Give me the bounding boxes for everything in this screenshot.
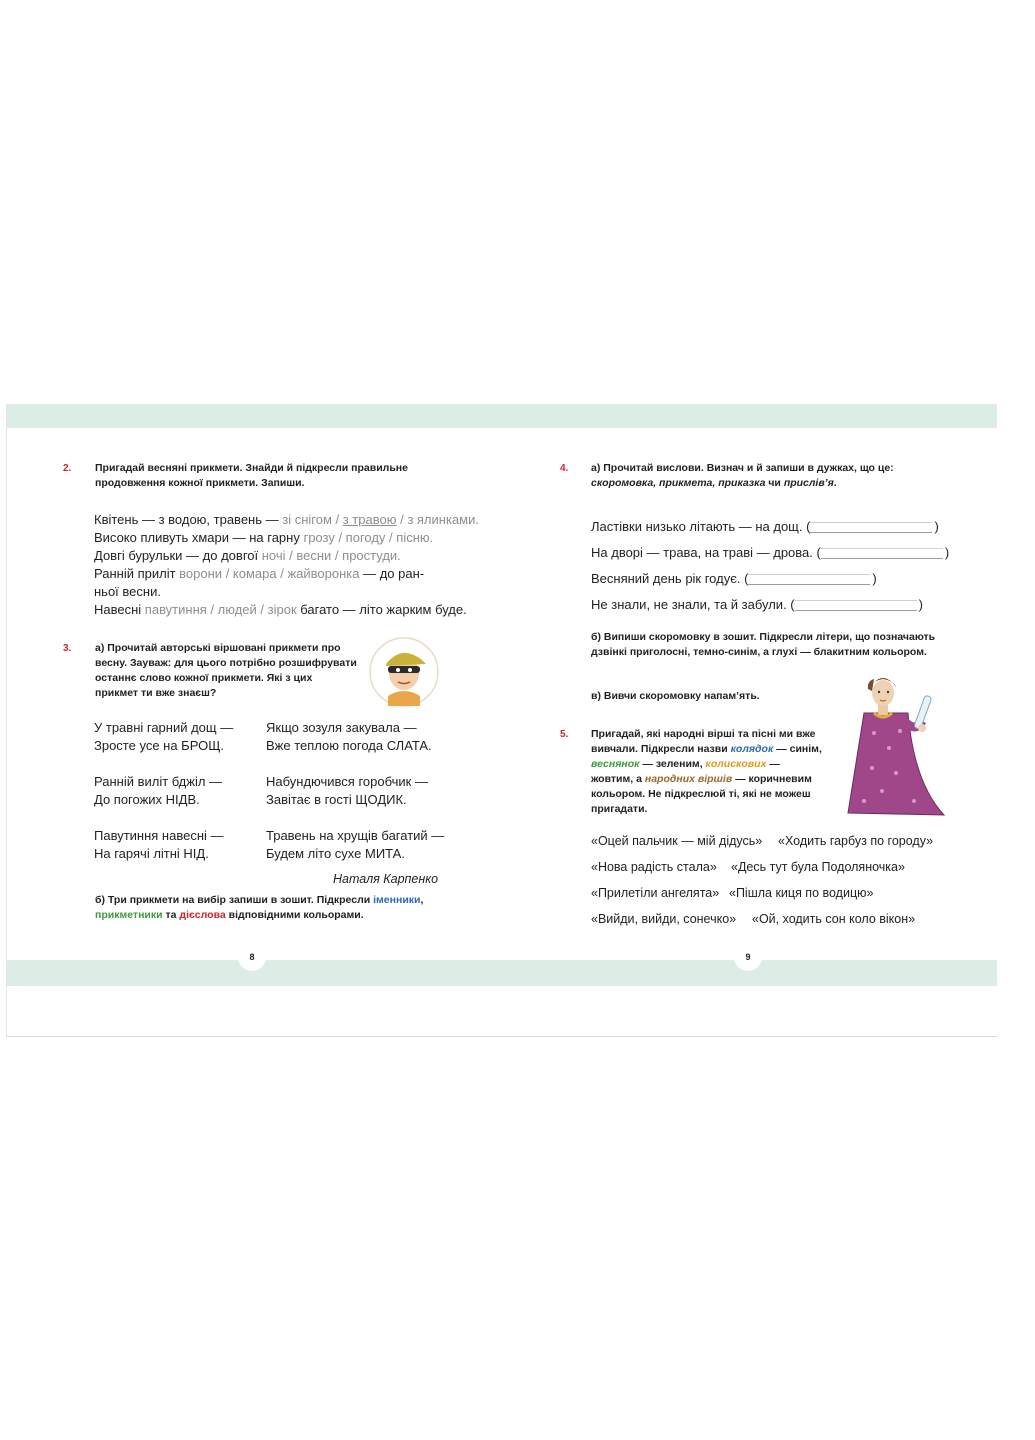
word-narodni-virshi: народних віршів [644,773,733,785]
task2-line: Квітень — з водою, травень — зі снігом / з травою / з ялинками. [94,512,479,527]
close-paren: ) [944,545,950,560]
saying-text: На дворі — трава, на траві — дрова. ( [591,545,821,560]
poem-line: Вже теплою погода СЛАТА. [266,738,432,753]
answer-field[interactable] [748,574,870,585]
close-paren: ) [872,571,877,586]
task2-option[interactable]: зі снігом [282,512,332,527]
poem-line: Завітає в гості ЩОДИК. [266,792,407,807]
saying-line [591,518,939,536]
task2-option[interactable]: ночі [261,548,286,563]
poem-line: Ранній виліт бджіл — [94,774,223,789]
poem-line: Будем літо сухе МИТА. [266,846,405,861]
poem-line: У травні гарний дощ — [94,720,234,735]
task2-option[interactable]: простуди. [342,548,401,563]
task2-line [94,583,161,601]
task4-instruction-b: б) Випиши скоромовку в зошит. Підкресли літери, що позначають дзвінкі приголосні, темно-синім, а глухі — блакитним кольором. [591,631,936,658]
word-nouns: іменники [373,894,421,906]
task2-option[interactable]: комара [232,566,277,581]
task2-option[interactable]: зірок [267,602,297,617]
task5-instruction: Пригадай, які народні вірші та пісні ми вже вивчали. Підкресли назви колядок — синім, веснянок — зеленим, колискових — жовтим, а народних віршів — коричневим кольором. Не підкреслюй ті, які не можеш пригадати. [591,728,822,815]
saying-text: Весняний день рік годує. ( [591,571,749,586]
poem [266,773,428,809]
task2-line-lead: ньої весни. [94,584,161,599]
task2-option[interactable]: жайворонка [287,566,360,581]
task2-option[interactable]: павутиння [144,602,207,617]
poem [266,719,432,755]
poem [94,827,224,863]
song-title[interactable]: «Пішла киця по водицю» [729,886,874,900]
song-title[interactable]: «Ой, ходить сон коло вікон» [752,912,916,926]
task4-number: 4. [560,463,569,474]
song-title[interactable]: «Десь тут була Подоляночка» [731,860,905,874]
task2-number: 2. [63,463,72,474]
word-verbs: дієслова [179,909,226,921]
poem [94,719,233,755]
task2-option[interactable]: ворони [179,566,223,581]
word-adjectives: прикметники [95,909,163,921]
task2-line-tail: багато — літо жарким буде. [296,602,467,617]
saying-line [591,570,877,588]
answer-field[interactable] [810,522,932,533]
poem-line: Зросте усе на БРОЩ. [94,738,225,753]
saying-text: Не знали, не знали, та й забули. ( [591,597,795,612]
task2-line: Ранній приліт ворони / комара / жайворонка — до ран- [94,566,425,581]
answer-field[interactable] [821,548,943,559]
task2-line: Довгі бурульки — до довгої ночі / весни / простуди. [94,548,401,563]
task3-instruction-b: б) Три прикмети на вибір запиши в зошит. Підкресли іменники, прикметники та дієслова відповідними кольорами. [95,894,424,921]
page-number-right: 9 [734,943,762,971]
task2-line: Навесні павутиння / людей / зірок багато — літо жарким буде. [94,602,467,617]
song-title[interactable]: «Ходить гарбуз по городу» [778,834,934,848]
poem-line: Павутиння навесні — [94,828,224,843]
task3-number: 3. [63,643,72,654]
song-title[interactable]: «Прилетіли ангелята» [591,886,720,900]
bottom-band [7,960,997,986]
song-title[interactable]: «Вийди, вийди, сонечко» [591,912,737,926]
task2-option[interactable]: погоду [345,530,386,545]
task2-option[interactable]: пісню. [396,530,434,545]
saying-text: Ластівки низько літають — на дощ. ( [591,519,811,534]
saying-line [591,596,923,614]
close-paren: ) [934,519,939,534]
poem-line: До погожих НІДВ. [94,792,200,807]
task2-line-lead: Високо пливуть хмари — на гарну [94,530,304,545]
poem-line: Травень на хрущів багатий — [266,828,445,843]
task2-line-lead: Ранній приліт [94,566,180,581]
task2-option[interactable]: грозу [303,530,335,545]
task2-option[interactable]: з травою [342,512,397,527]
poem-line: Набундючився горобчик — [266,774,428,789]
poem [94,773,222,809]
poem-line: Якщо зозуля закувала — [266,720,417,735]
word-kolyskovi: колискових [705,758,767,770]
top-band [7,404,997,428]
task2-option[interactable]: весни [296,548,332,563]
close-paren: ) [918,597,923,612]
task2-line: Високо пливуть хмари — на гарну грозу / погоду / пісню. [94,530,434,545]
task2-option[interactable]: з ялинками. [407,512,479,527]
task2-instruction: Пригадай весняні прикмети. Знайди й підкресли правильне продовження кожної прикмети. Запиши. [95,462,408,489]
song-title[interactable]: «Нова радість стала» [591,860,717,874]
task4-instruction-c: в) Вивчи скоромовку напам’ять. [591,690,760,702]
task2-line-lead: Квітень — з водою, травень — [94,512,283,527]
saying-line [591,544,949,562]
word-koliadky: колядок [730,743,774,755]
boy-illustration [368,636,440,708]
song-title[interactable]: «Оцей пальчик — мій дідусь» [591,834,763,848]
teacher-illustration [834,673,954,818]
answer-field[interactable] [795,600,917,611]
task3-author: Наталя Карпенко [333,872,439,886]
task3-instruction-a: а) Прочитай авторські віршовані прикмети про весну. Зауваж: для цього потрібно розшифрувати останнє слово кожної прикмети. Які з цих прикмет ти вже знаєш? [95,642,357,699]
task2-option[interactable]: людей [217,602,257,617]
task2-line-tail: — до ран- [359,566,425,581]
task2-line-lead: Довгі бурульки — до довгої [94,548,262,563]
page-number-left: 8 [238,943,266,971]
poem-line: На гарячі літні НІД. [94,846,209,861]
task5-number: 5. [560,729,569,740]
word-vesnianky: веснянок [591,758,640,770]
task4-instruction-a: а) Прочитай вислови. Визнач и й запиши в дужках, що це: скоромовка, прикмета, приказка чи прислів’я. [591,462,894,489]
task2-line-lead: Навесні [94,602,145,617]
poem [266,827,444,863]
